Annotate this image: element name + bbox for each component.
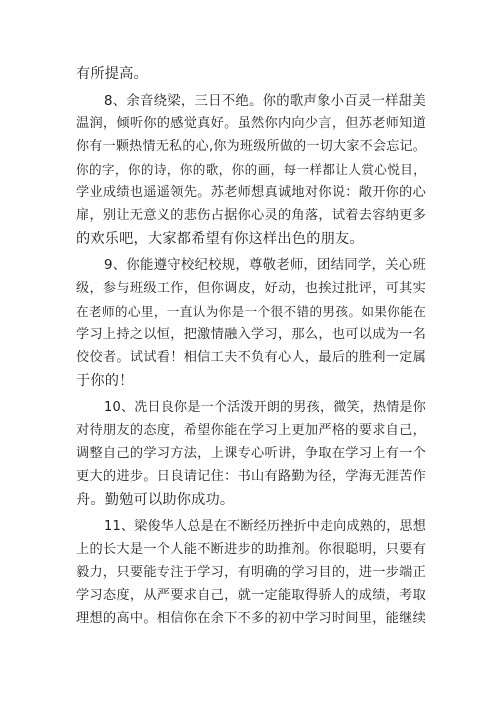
- paragraph-line: 的欢乐吧，大家都希望有你这样出色的朋友。: [76, 231, 364, 247]
- paragraph-line: 理想的高中。相信你在余下不多的初中学习时间里，能继续: [76, 611, 426, 626]
- paragraph-line: 毅力，只要能专注于学习，有明确的学习目的，进一步端正: [76, 565, 426, 580]
- paragraph-line: 学习态度，从严要求自己，就一定能取得骄人的成绩，考取: [76, 588, 426, 603]
- paragraph-line: 级，参与班级工作，但你调皮，好动，也挨过批评，可其实: [76, 281, 426, 296]
- paragraph-line: 上的长大是一个人能不断进步的助推剂。你很聪明，只要有: [76, 542, 426, 557]
- paragraph-line: 有所提高。: [76, 66, 148, 82]
- paragraph-line: 舟。勤勉可以助你成功。: [76, 492, 235, 508]
- paragraph-line: 8、余音绕梁，三日不绝。你的歌声象小百灵一样甜美: [104, 94, 426, 109]
- paragraph-line: 你的字，你的诗，你的歌，你的画，每一样都让人赏心悦目，: [76, 162, 426, 177]
- paragraph-line: 你有一颗热情无私的心,你为班级所做的一切大家不会忘记。: [76, 139, 426, 154]
- paragraph-line: 对待朋友的态度，希望你能在学习上更加严格的要求自己，: [76, 423, 426, 438]
- paragraph-line: 学业成绩也遥遥领先。苏老师想真诚地对你说：敞开你的心: [76, 185, 426, 200]
- paragraph-line: 更大的进步。日良请记住：书山有路勤为径，学海无涯苦作: [76, 469, 426, 484]
- paragraph-line: 温润，倾听你的感觉真好。虽然你内向少言，但苏老师知道: [76, 116, 426, 131]
- paragraph-line: 于你的！: [76, 373, 134, 389]
- paragraph-line: 在老师的心里，一直认为你是一个很不错的男孩。如果你能在: [76, 304, 426, 319]
- paragraph-line: 扉，别让无意义的悲伤占据你心灵的角落，试着去容纳更多: [76, 208, 426, 223]
- paragraph-line: 11、梁俊华人总是在不断经历挫折中走向成熟的，思想: [104, 519, 426, 534]
- paragraph-line: 佼佼者。试试看！相信工夫不负有心人，最后的胜利一定属: [76, 350, 426, 365]
- paragraph-line: 9、你能遵守校纪校规，尊敬老师，团结同学，关心班: [104, 258, 426, 273]
- paragraph-line: 学习上持之以恒，把激情融入学习，那么，也可以成为一名: [76, 327, 426, 342]
- paragraph-line: 调整自己的学习方法，上课专心听讲，争取在学习上有一个: [76, 446, 426, 461]
- paragraph-line: 10、冼日良你是一个活泼开朗的男孩，微笑，热情是你: [104, 400, 426, 415]
